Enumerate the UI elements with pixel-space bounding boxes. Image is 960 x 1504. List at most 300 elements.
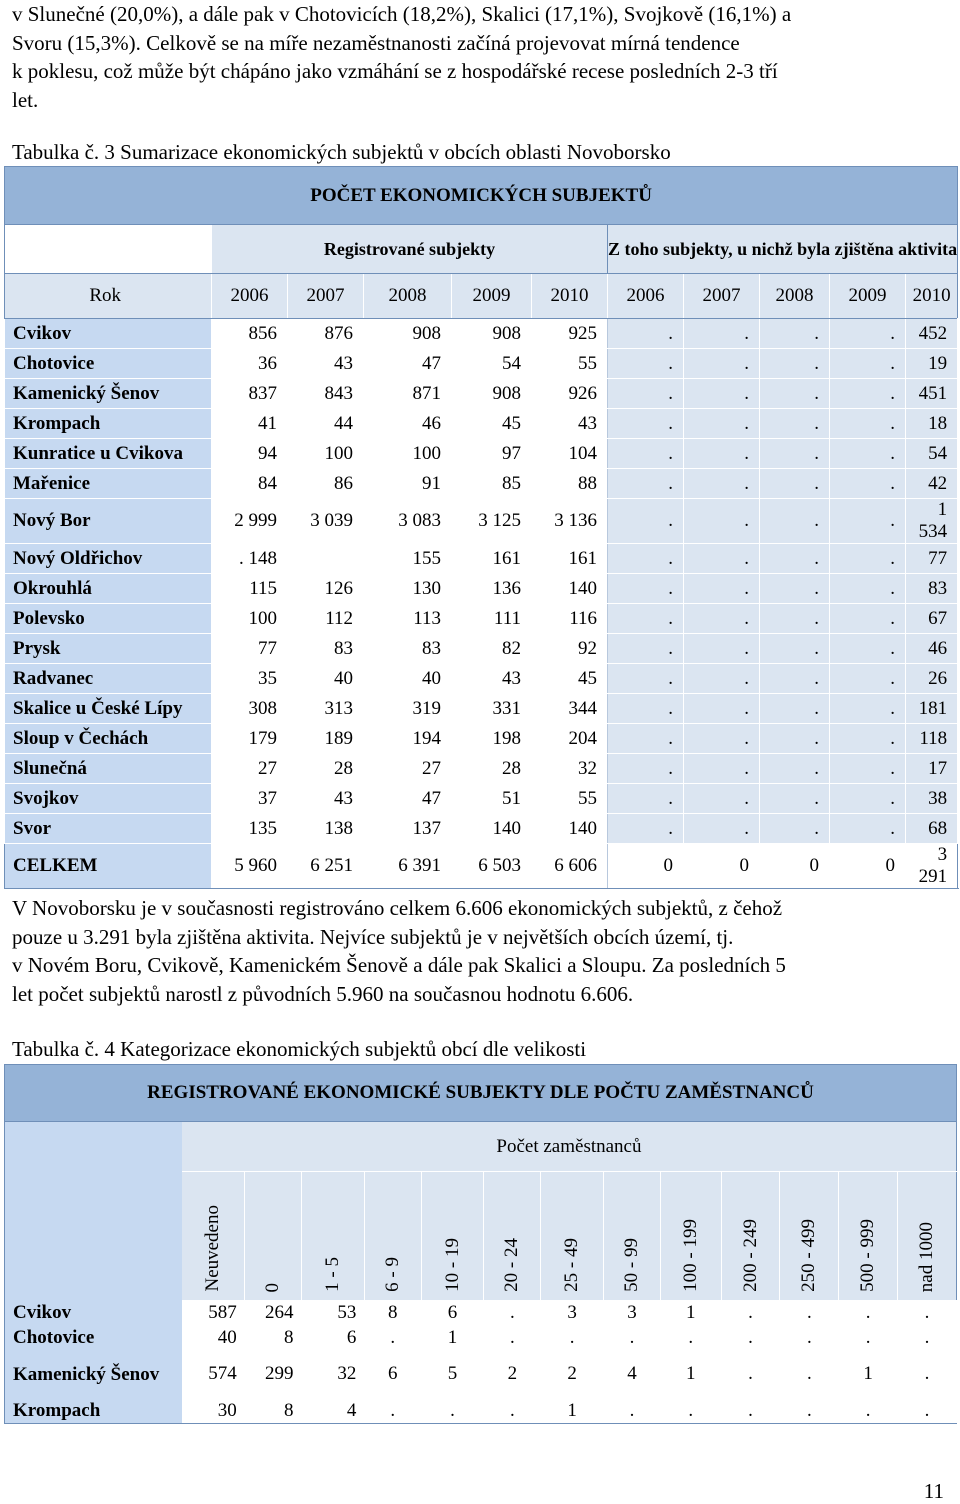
active-count: . [760, 784, 830, 814]
year-cell: 2009 [830, 274, 906, 319]
employee-count: 8 [245, 1325, 302, 1350]
registered-count: 319 [364, 694, 452, 724]
table-row [5, 1300, 957, 1325]
registered-count: 84 [212, 469, 288, 499]
registered-count: 85 [452, 469, 532, 499]
active-count: 452 [906, 319, 958, 349]
active-count: . [608, 664, 684, 694]
employee-count: 5 [421, 1350, 484, 1398]
total-active: 0 [760, 844, 830, 889]
employee-count: 32 [302, 1350, 365, 1398]
active-count: 19 [906, 349, 958, 379]
registered-count: 111 [452, 604, 532, 634]
employee-count: . [364, 1325, 421, 1350]
registered-count: 55 [532, 784, 608, 814]
registered-count: 91 [364, 469, 452, 499]
size-column-label: 10 - 19 [441, 1238, 463, 1292]
employee-count: . [898, 1398, 957, 1424]
intro-paragraph [12, 0, 945, 114]
active-count: . [830, 814, 906, 844]
active-count: . [830, 499, 906, 544]
size-column-header [839, 1172, 898, 1301]
registered-count: 55 [532, 349, 608, 379]
active-count: 451 [906, 379, 958, 409]
employee-count: 264 [245, 1300, 302, 1325]
registered-count: 137 [364, 814, 452, 844]
year-cell: 2008 [760, 274, 830, 319]
size-column-header [898, 1172, 957, 1301]
employee-count: . [721, 1325, 780, 1350]
employee-count: 4 [302, 1398, 365, 1424]
total-registered: 5 960 [212, 844, 288, 889]
table-row [5, 1350, 957, 1398]
employee-count: 30 [182, 1398, 245, 1424]
employee-count: . [484, 1398, 541, 1424]
total-active: 0 [830, 844, 906, 889]
municipality-name: Kunratice u Cvikova [5, 439, 212, 469]
municipality-name: Radvanec [5, 664, 212, 694]
active-count: . [684, 784, 760, 814]
registered-count: 97 [452, 439, 532, 469]
active-count: 38 [906, 784, 958, 814]
registered-count: 40 [288, 664, 364, 694]
table-row [5, 754, 958, 784]
municipality-name: Krompach [5, 1398, 182, 1424]
registered-count: 28 [288, 754, 364, 784]
registered-count: 36 [212, 349, 288, 379]
employee-count: 6 [364, 1350, 421, 1398]
employee-count: . [721, 1350, 780, 1398]
registered-count: 908 [452, 319, 532, 349]
active-count: . [760, 349, 830, 379]
active-count: . [830, 544, 906, 574]
employee-count: . [898, 1300, 957, 1325]
table-row [5, 379, 958, 409]
size-column-label: 250 - 499 [798, 1219, 820, 1292]
size-column-header [780, 1172, 839, 1301]
active-count: 54 [906, 439, 958, 469]
active-count: . [830, 574, 906, 604]
municipality-name: Nový Oldřichov [5, 544, 212, 574]
active-count: . [684, 349, 760, 379]
active-count: . [760, 379, 830, 409]
total-active: 0 [608, 844, 684, 889]
registered-count: 27 [364, 754, 452, 784]
registered-count: 46 [364, 409, 452, 439]
table-row [5, 409, 958, 439]
registered-count: 331 [452, 694, 532, 724]
municipality-name: Kamenický Šenov [5, 379, 212, 409]
active-count: 181 [906, 694, 958, 724]
registered-count: 100 [212, 604, 288, 634]
table4-caption: Tabulka č. 4 Kategorizace ekonomických subjektů obcí dle velikosti [12, 1037, 587, 1061]
active-count: . [760, 724, 830, 754]
active-count: . [760, 439, 830, 469]
active-count: . [760, 634, 830, 664]
municipality-name: Kamenický Šenov [5, 1350, 182, 1398]
size-column-label: 25 - 49 [561, 1238, 583, 1292]
table3-registered-header: Registrované subjekty [212, 225, 608, 274]
year-cell: 2007 [288, 274, 364, 319]
active-count: . [608, 694, 684, 724]
registered-count: 925 [532, 319, 608, 349]
employee-count: 1 [839, 1350, 898, 1398]
table-row [5, 544, 958, 574]
size-column-header [604, 1172, 661, 1301]
active-count: 18 [906, 409, 958, 439]
employee-count: 6 [302, 1325, 365, 1350]
table4-sub-header: Počet zaměstnanců [182, 1122, 957, 1172]
active-count: . [608, 319, 684, 349]
active-count: . [760, 319, 830, 349]
registered-count: 94 [212, 439, 288, 469]
active-count: . [760, 604, 830, 634]
table3-main-header: POČET EKONOMICKÝCH SUBJEKTŮ [5, 167, 958, 225]
table-row [5, 814, 958, 844]
table3-header-blank [5, 225, 212, 274]
active-count: 1 534 [906, 499, 958, 544]
intro-line: v Slunečné (20,0%), a dále pak v Chotovicích (18,2%), Skalici (17,1%), Svojkově (16,1%) a [12, 2, 792, 26]
size-column-header [302, 1172, 365, 1301]
table-row [5, 1398, 957, 1424]
active-count: . [760, 814, 830, 844]
size-column-label: 100 - 199 [679, 1219, 701, 1292]
size-column-header [541, 1172, 604, 1301]
table-row [5, 694, 958, 724]
registered-count: 308 [212, 694, 288, 724]
year-cell: 2008 [364, 274, 452, 319]
table-row [5, 664, 958, 694]
registered-count: 51 [452, 784, 532, 814]
active-count: . [830, 319, 906, 349]
registered-count: 135 [212, 814, 288, 844]
registered-count: 161 [452, 544, 532, 574]
employee-count: 3 [604, 1300, 661, 1325]
active-count: . [830, 409, 906, 439]
total-registered: 6 251 [288, 844, 364, 889]
registered-count: . 148 [212, 544, 288, 574]
registered-count: 198 [452, 724, 532, 754]
size-column-label: 500 - 999 [857, 1219, 879, 1292]
active-count: 17 [906, 754, 958, 784]
employee-count: 6 [421, 1300, 484, 1325]
employee-count: 3 [541, 1300, 604, 1325]
active-count: . [760, 409, 830, 439]
active-count: . [830, 379, 906, 409]
registered-count: 140 [452, 814, 532, 844]
middle-line: v Novém Boru, Cvikově, Kamenickém Šenově a dále pak Skalici a Sloupu. Za posledních 5 [12, 953, 786, 977]
registered-count: 82 [452, 634, 532, 664]
employee-count: . [421, 1398, 484, 1424]
employee-count: . [660, 1325, 721, 1350]
table4-header-blank [5, 1122, 182, 1301]
employee-count: 53 [302, 1300, 365, 1325]
registered-count: 100 [288, 439, 364, 469]
registered-count: 100 [364, 439, 452, 469]
active-count: . [684, 469, 760, 499]
registered-count: 837 [212, 379, 288, 409]
employee-count: 8 [364, 1300, 421, 1325]
municipality-name: Cvikov [5, 1300, 182, 1325]
active-count: . [684, 814, 760, 844]
employee-count: . [541, 1325, 604, 1350]
registered-count: 27 [212, 754, 288, 784]
employee-count: 2 [484, 1350, 541, 1398]
municipality-name: Chotovice [5, 349, 212, 379]
employee-count: . [839, 1325, 898, 1350]
active-count: . [830, 724, 906, 754]
active-count: . [608, 784, 684, 814]
employee-count: . [898, 1350, 957, 1398]
size-column-header [182, 1172, 245, 1301]
active-count: . [830, 349, 906, 379]
registered-count: 47 [364, 784, 452, 814]
employee-count: 587 [182, 1300, 245, 1325]
active-count: . [608, 499, 684, 544]
total-label: CELKEM [5, 844, 212, 889]
year-cell: 2010 [906, 274, 958, 319]
active-count: 83 [906, 574, 958, 604]
table-row [5, 319, 958, 349]
active-count: . [684, 439, 760, 469]
registered-count: 41 [212, 409, 288, 439]
year-cell: 2006 [212, 274, 288, 319]
registered-count: 856 [212, 319, 288, 349]
registered-count: 116 [532, 604, 608, 634]
active-count: . [608, 814, 684, 844]
registered-count: 83 [364, 634, 452, 664]
year-cell: 2007 [684, 274, 760, 319]
size-column-header [421, 1172, 484, 1301]
size-column-label: 6 - 9 [381, 1257, 403, 1292]
table3-year-row [5, 274, 958, 319]
active-count: 67 [906, 604, 958, 634]
active-count: . [684, 724, 760, 754]
registered-count: 179 [212, 724, 288, 754]
active-count: . [608, 544, 684, 574]
registered-count: 140 [532, 574, 608, 604]
middle-line: pouze u 3.291 byla zjištěna aktivita. Nejvíce subjektů je v největších obcích území, tj. [12, 924, 734, 949]
municipality-name: Skalice u České Lípy [5, 694, 212, 724]
employee-count: . [780, 1325, 839, 1350]
intro-line: k poklesu, což může být chápáno jako vzmáhání se z hospodářské recese posledních 2-3 tří [12, 59, 778, 83]
employee-count: . [780, 1398, 839, 1424]
size-column-header [484, 1172, 541, 1301]
municipality-name: Krompach [5, 409, 212, 439]
registered-count: 45 [532, 664, 608, 694]
registered-count: 43 [288, 784, 364, 814]
registered-count: 45 [452, 409, 532, 439]
size-column-label: 20 - 24 [501, 1238, 523, 1292]
registered-count: 40 [364, 664, 452, 694]
page-number: 11 [923, 1479, 944, 1503]
table-row [5, 439, 958, 469]
employee-count: . [839, 1398, 898, 1424]
active-count: . [608, 604, 684, 634]
active-count: . [830, 694, 906, 724]
registered-count: 35 [212, 664, 288, 694]
employee-count: 4 [604, 1350, 661, 1398]
middle-line: let počet subjektů narostl z původních 5.960 na současnou hodnotu 6.606. [12, 981, 634, 1006]
size-column-label: 1 - 5 [321, 1257, 343, 1292]
table-row [5, 784, 958, 814]
registered-count: 43 [532, 409, 608, 439]
intro-line: Svoru (15,3%). Celkově se na míře nezaměstnanosti začíná projevovat mírná tendence [12, 30, 740, 55]
employee-count: . [484, 1300, 541, 1325]
municipality-name: Chotovice [5, 1325, 182, 1350]
active-count: . [608, 409, 684, 439]
size-column-label: 0 [262, 1282, 284, 1292]
registered-count: 189 [288, 724, 364, 754]
registered-count: 3 039 [288, 499, 364, 544]
table-row [5, 724, 958, 754]
employee-count: . [364, 1398, 421, 1424]
active-count: . [684, 634, 760, 664]
active-count: . [608, 574, 684, 604]
registered-count: 876 [288, 319, 364, 349]
total-registered: 6 391 [364, 844, 452, 889]
employee-size-table [4, 1064, 957, 1424]
registered-count: 926 [532, 379, 608, 409]
active-count: . [760, 469, 830, 499]
employee-count: 2 [541, 1350, 604, 1398]
registered-count [288, 544, 364, 574]
table3-active-header: Z toho subjekty, u nichž byla zjištěna aktivita [608, 225, 958, 274]
table-row [5, 469, 958, 499]
registered-count: 28 [452, 754, 532, 784]
employee-count: . [780, 1350, 839, 1398]
active-count: . [684, 499, 760, 544]
active-count: . [684, 604, 760, 634]
total-active: 3 291 [906, 844, 958, 889]
active-count: . [608, 754, 684, 784]
employee-count: 1 [541, 1398, 604, 1424]
registered-count: 161 [532, 544, 608, 574]
size-column-label: nad 1000 [916, 1221, 938, 1292]
registered-count: 126 [288, 574, 364, 604]
municipality-name: Sloup v Čechách [5, 724, 212, 754]
active-count: . [684, 409, 760, 439]
size-column-header [660, 1172, 721, 1301]
size-column-label: 200 - 249 [739, 1219, 761, 1292]
municipality-name: Cvikov [5, 319, 212, 349]
size-column-header [364, 1172, 421, 1301]
employee-count: 1 [660, 1300, 721, 1325]
active-count: . [760, 694, 830, 724]
active-count: . [608, 379, 684, 409]
table-row [5, 499, 958, 544]
size-column-header [245, 1172, 302, 1301]
active-count: . [760, 544, 830, 574]
registered-count: 313 [288, 694, 364, 724]
active-count: . [684, 694, 760, 724]
employee-count: 40 [182, 1325, 245, 1350]
employee-count: 574 [182, 1350, 245, 1398]
active-count: . [608, 469, 684, 499]
table-row [5, 1325, 957, 1350]
registered-count: 47 [364, 349, 452, 379]
active-count: . [760, 499, 830, 544]
active-count: 77 [906, 544, 958, 574]
registered-count: 32 [532, 754, 608, 784]
municipality-name: Prysk [5, 634, 212, 664]
size-column-header [721, 1172, 780, 1301]
registered-count: 3 125 [452, 499, 532, 544]
active-count: . [608, 724, 684, 754]
active-count: . [830, 469, 906, 499]
active-count: . [830, 604, 906, 634]
employee-count: . [484, 1325, 541, 1350]
employee-count: . [780, 1300, 839, 1325]
intro-line: let. [12, 87, 39, 112]
registered-count: 104 [532, 439, 608, 469]
total-registered: 6 606 [532, 844, 608, 889]
employee-count: 1 [421, 1325, 484, 1350]
registered-count: 138 [288, 814, 364, 844]
employee-count: . [604, 1398, 661, 1424]
active-count: . [684, 574, 760, 604]
size-column-label: Neuvedeno [202, 1205, 224, 1292]
employee-count: . [839, 1300, 898, 1325]
registered-count: 54 [452, 349, 532, 379]
registered-count: 83 [288, 634, 364, 664]
active-count: . [608, 439, 684, 469]
municipality-name: Svojkov [5, 784, 212, 814]
registered-count: 2 999 [212, 499, 288, 544]
active-count: . [760, 664, 830, 694]
registered-count: 136 [452, 574, 532, 604]
registered-count: 86 [288, 469, 364, 499]
registered-count: 908 [364, 319, 452, 349]
employee-count: . [604, 1325, 661, 1350]
registered-count: 843 [288, 379, 364, 409]
table-row [5, 349, 958, 379]
total-active: 0 [684, 844, 760, 889]
active-count: 42 [906, 469, 958, 499]
registered-count: 43 [452, 664, 532, 694]
active-count: . [830, 754, 906, 784]
registered-count: 115 [212, 574, 288, 604]
registered-count: 155 [364, 544, 452, 574]
active-count: . [830, 664, 906, 694]
active-count: 26 [906, 664, 958, 694]
municipality-name: Slunečná [5, 754, 212, 784]
year-cell: 2009 [452, 274, 532, 319]
active-count: . [830, 439, 906, 469]
active-count: . [608, 349, 684, 379]
registered-count: 113 [364, 604, 452, 634]
registered-count: 77 [212, 634, 288, 664]
registered-count: 3 136 [532, 499, 608, 544]
active-count: . [684, 544, 760, 574]
employee-count: . [660, 1398, 721, 1424]
active-count: . [760, 574, 830, 604]
table-row [5, 604, 958, 634]
employee-count: . [721, 1300, 780, 1325]
registered-count: 44 [288, 409, 364, 439]
registered-count: 37 [212, 784, 288, 814]
registered-count: 344 [532, 694, 608, 724]
employee-count: 1 [660, 1350, 721, 1398]
active-count: 68 [906, 814, 958, 844]
active-count: . [760, 754, 830, 784]
year-cell: 2006 [608, 274, 684, 319]
active-count: . [684, 319, 760, 349]
year-cell: 2010 [532, 274, 608, 319]
table3-caption: Tabulka č. 3 Sumarizace ekonomických subjektů v obcích oblasti Novoborsko [12, 140, 671, 164]
active-count: . [684, 664, 760, 694]
active-count: 46 [906, 634, 958, 664]
